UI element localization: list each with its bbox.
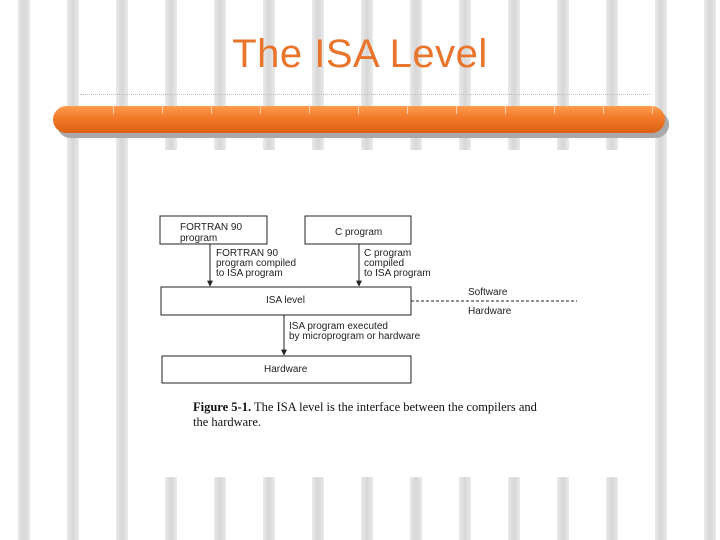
caption-figure-label: Figure 5-1. (193, 400, 252, 414)
fortran-box-line-1: FORTRAN 90 (180, 222, 243, 233)
c-box-label: C program (335, 227, 383, 238)
caption-text: The ISA level is the interface between the compilers and the hardware. (193, 400, 537, 429)
title-divider (80, 94, 650, 95)
slide-title: The ISA Level (232, 32, 488, 76)
isa-level-label: ISA level (266, 295, 305, 306)
hardware-box-label: Hardware (264, 364, 308, 375)
exec-arrow-line-1: ISA program executed (289, 321, 388, 332)
decorative-orange-bar (53, 106, 665, 133)
bar-tick-marks (113, 106, 665, 114)
fortran-arrow-line-3: to ISA program (216, 268, 283, 279)
exec-arrow-line-2: by microprogram or hardware (289, 331, 421, 342)
c-arrow-line-3: to ISA program (364, 268, 431, 279)
isa-level-figure (157, 150, 618, 477)
fortran-box-line-2: program (180, 233, 218, 244)
c-arrow-line-1: C program (364, 248, 412, 259)
fortran-arrow-line-2: program compiled (216, 258, 297, 269)
figure-caption (193, 400, 543, 430)
c-arrow-line-2: compiled (364, 258, 405, 269)
fortran-arrow-line-1: FORTRAN 90 (216, 248, 279, 259)
software-label: Software (468, 287, 508, 298)
hardware-side-label: Hardware (468, 306, 512, 317)
